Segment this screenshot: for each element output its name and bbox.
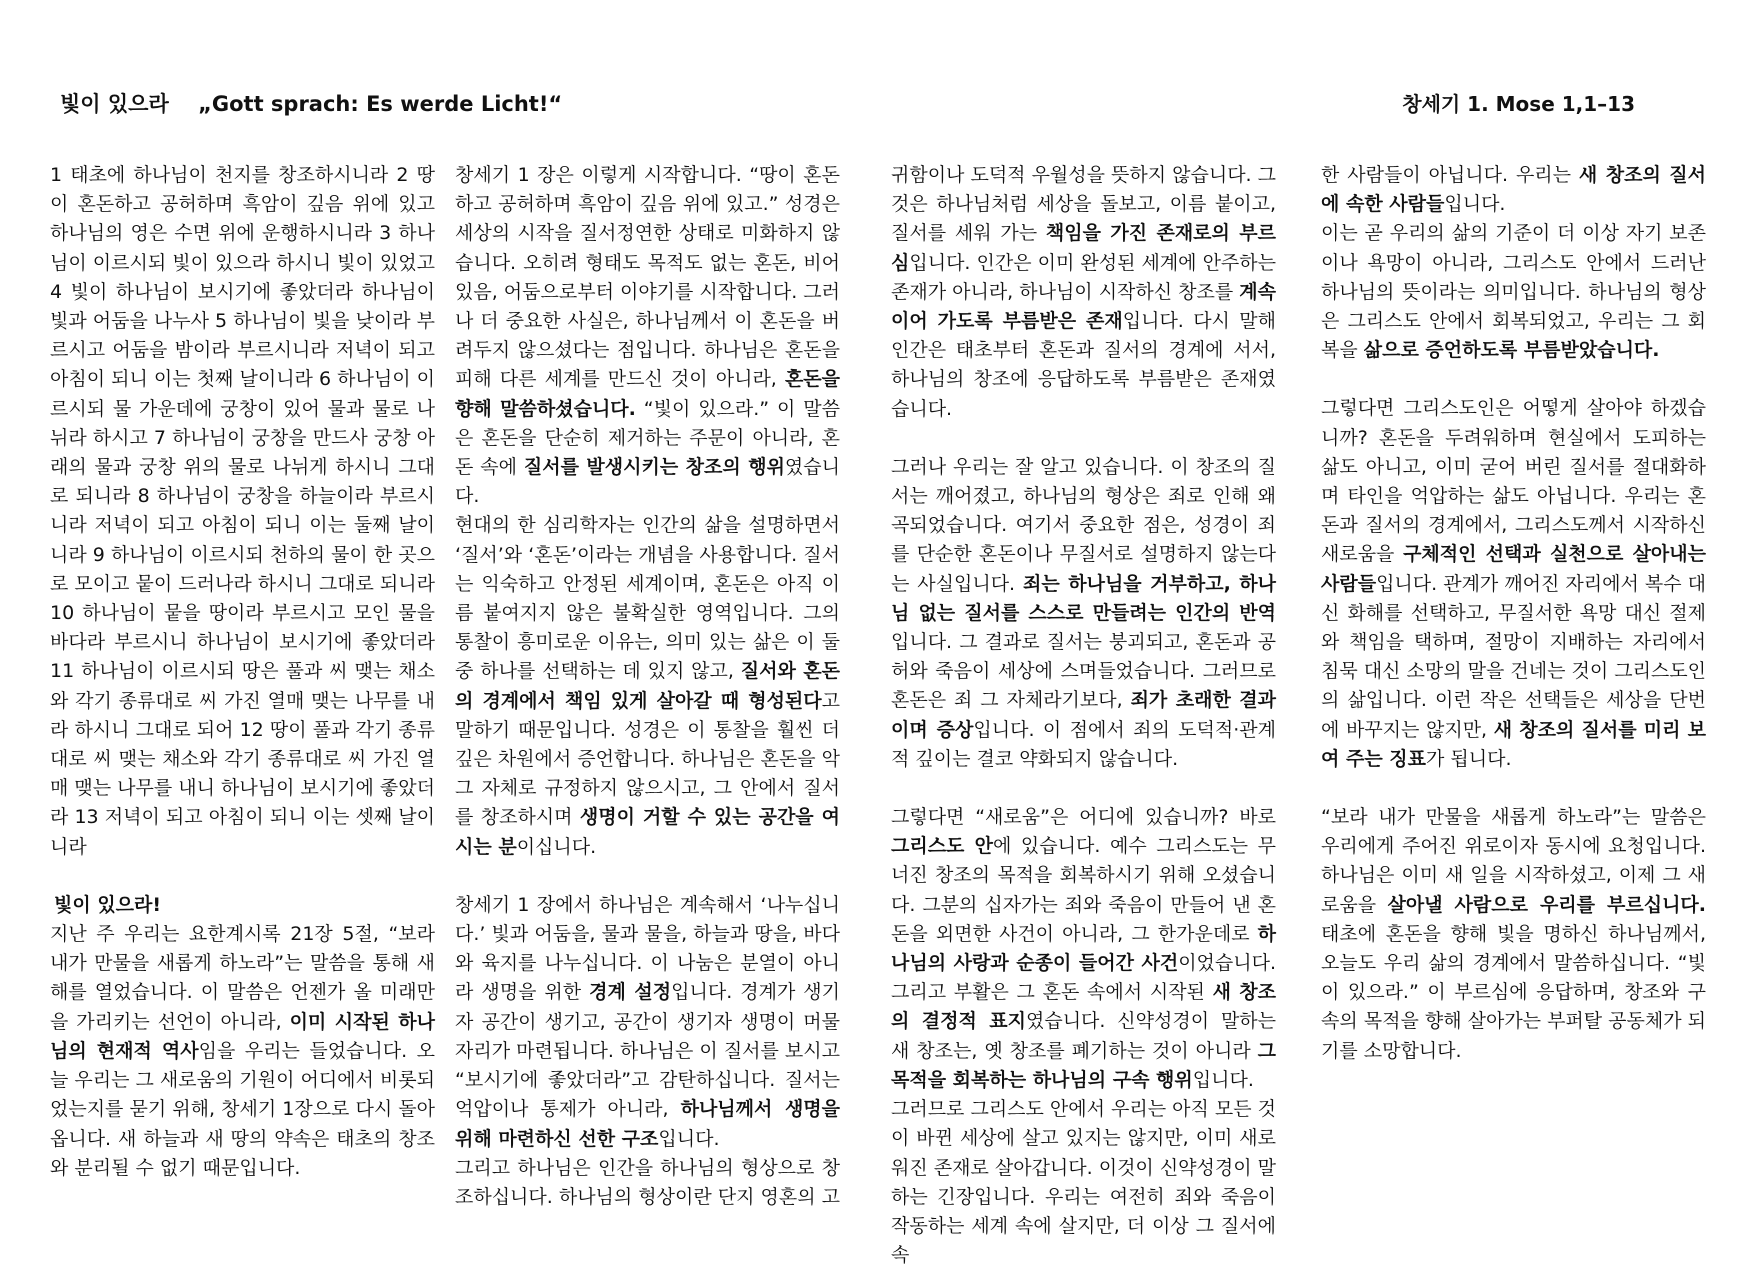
text-run: 입니다. 관계가 깨어진 자리에서 복수 대신 화해를 선택하고, 무질서한 욕망 대신 절제와 책임을 택하며, 절망이 지배하는 자리에서 침묵 대신 소망의 말을 건네는 것이 그리스도인의 삶입니다. 이런 작은 선택들은 세상을 단번에 바꾸지는 않지만, [1321, 572, 1706, 741]
text-run: 1 태초에 하나님이 천지를 창조하시니라 2 땅이 혼돈하고 공허하며 흑암이 깊음 위에 있고 하나님의 영은 수면 위에 운행하시니라 3 하나님이 이르시되 빛이 있으라 하시니 빛이 있었고 4 빛이 하나님이 보시기에 좋았더라 하나님이 빛과 어둠을 나누사 5 하나님이 빛을 낮이라 부르시고 어둠을 밤이라 부르시니라 저녁이 되고 아침이 되니 이는 첫째 날이니라 6 하나님이 이르시되 물 가운데에 궁창이 있어 물과 물로 나뉘라 하시고 7 하나님이 궁창을 만드사 궁창 아래의 물과 궁창 위의 물로 나뉘게 하시니 그대로 되니라 8 하나님이 궁창을 하늘이라 부르시니라 저녁이 되고 아침이 되니 이는 둘째 날이니라 9 하나님이 이르시되 천하의 물이 한 곳으로 모이고 뭍이 드러나라 하시니 그대로 되니라 10 하나님이 뭍을 땅이라 부르시고 모인 물을 바다라 부르시니 하나님이 보시기에 좋았더라 11 하나님이 이르시되 땅은 풀과 씨 맺는 채소와 각기 종류대로 씨 가진 열매 맺는 나무를 내라 하시니 그대로 되어 12 땅이 풀과 각기 종류대로 씨 맺는 채소와 각기 종류대로 씨 가진 열매 맺는 나무를 내니 하나님이 보시기에 좋았더라 13 저녁이 되고 아침이 되니 이는 셋째 날이니라 [50, 164, 435, 858]
paragraph [1321, 219, 1706, 365]
text-run: 이는 곧 우리의 삶의 기준이 더 이상 자기 보존이나 욕망이 아니라, 그리스도 안에서 드러난 하나님의 뜻이라는 의미입니다. 하나님의 형상은 그리스도 안에서 회복되었고, 우리는 그 회복을 [1321, 222, 1706, 362]
text-run: 입니다. [1444, 193, 1506, 216]
section-heading [54, 891, 435, 920]
text-run: 입니다. 경계가 생기자 공간이 생기고, 공간이 생기자 생명이 머물 자리가 마련됩니다. 하나님은 이 질서를 보시고 “보시기에 좋았더라”고 감탄하십니다. 질서는 억압이나 통제가 아니라, [455, 981, 841, 1121]
text-column-4 [1321, 161, 1706, 1066]
text-run: 태초에 혼돈을 향해 빛을 명하신 하나님께서, 오늘도 우리 삶의 경계에서 말씀하십니다. “빛이 있으라.” 이 부르심에 응답하며, 창조와 구속의 목적을 향해 살아가는 부퍼탈 공동체가 되기를 소망합니다. [1321, 922, 1706, 1062]
emphasis-text: 계속 이어 가도록 부름받은 존재 [891, 280, 1276, 333]
paragraph-spacer [1321, 365, 1706, 394]
text-run: 현대의 한 심리학자는 인간의 삶을 설명하면서 ‘질서’와 ‘혼돈’이라는 개념을 사용합니다. 질서는 익숙하고 안정된 세계이며, 혼돈은 아직 이름 붙여지지 않은 불확실한 영역입니다. 그의 통찰이 흥미로운 이유는, 의미 있는 삶은 이 둘 중 하나를 선택하는 데 있지 않고, [455, 514, 840, 683]
text-run: 창세기 1 장은 이렇게 시작합니다. “땅이 혼돈하고 공허하며 흑암이 깊음 위에 있고.” 성경은 세상의 시작을 질서정연한 상태로 미화하지 않습니다. 오히려 형태도 목적도 없는 혼돈, 비어 있음, 어둠으로부터 이야기를 시작합니다. 그러나 더 중요한 사실은, 하나님께서 이 혼돈을 버려두지 않으셨다는 점입니다. 하나님은 혼돈을 피해 다른 세계를 만드신 것이 아니라, [455, 164, 840, 391]
paragraph [455, 511, 840, 861]
emphasis-text: 하나님의 사랑과 순종이 들어간 사건 [891, 922, 1276, 975]
paragraph [1321, 161, 1706, 219]
paragraph [891, 1095, 1276, 1270]
emphasis-text: 혼돈을 향해 말씀하셨습니다. [455, 368, 840, 420]
paragraph [455, 891, 840, 1154]
emphasis-text: 죄가 초래한 결과이며 증상 [891, 689, 1276, 741]
paragraph-spacer [1321, 774, 1706, 803]
text-run: 임을 우리는 들었습니다. 오늘 우리는 그 새로움의 기원이 어디에서 비롯되었는지를 묻기 위해, 창세기 1장으로 다시 돌아옵니다. 새 하늘과 새 땅의 약속은 태초의 창조와 분리될 수 없기 때문입니다. [50, 1039, 435, 1179]
paragraph [1321, 394, 1706, 774]
text-run: 그러나 우리는 잘 알고 있습니다. 이 창조의 질서는 깨어졌고, 하나님의 형상은 죄로 인해 왜곡되었습니다. 여기서 중요한 점은, 성경이 죄를 단순한 혼돈이나 무질서로 설명하지 않는다는 사실입니다. [891, 455, 1276, 595]
text-run: 고 말하기 때문입니다. 성경은 이 통찰을 훨씬 더 깊은 차원에서 증언합니다. 하나님은 혼돈을 악 그 자체로 규정하지 않으시고, 그 안에서 질서를 창조하시며 [455, 689, 840, 829]
title-german: „Gott sprach: Es werde Licht!“ [198, 92, 563, 116]
emphasis-text: 경계 설정 [589, 981, 672, 1004]
paragraph-spacer [455, 862, 840, 891]
text-run: 그리고 하나님은 인간을 하나님의 형상으로 창조하십니다. 하나님의 형상이란 단지 영혼의 고 [455, 1156, 840, 1208]
text-run: 이었습니다. 그리고 부활은 그 혼돈 속에서 시작된 [891, 952, 1276, 1004]
text-run: 귀함이나 도덕적 우월성을 뜻하지 않습니다. 그것은 하나님처럼 세상을 돌보고, 이름 붙이고, 질서를 세워 가는 [891, 164, 1276, 245]
emphasis-text: 그 목적을 회복하는 하나님의 구속 행위 [891, 1039, 1276, 1091]
paragraph [891, 453, 1276, 774]
text-column-2 [455, 161, 840, 1212]
paragraph [1321, 803, 1706, 1066]
text-column-3 [891, 161, 1276, 1270]
text-run: 에 있습니다. 예수 그리스도는 무너진 창조의 목적을 회복하시기 위해 오셨습니다. 그분의 십자가는 죄와 죽음이 만들어 낸 혼돈을 외면한 사건이 아니라, 그 한가운데로 [891, 835, 1276, 945]
text-run: 입니다. [1192, 1068, 1254, 1091]
emphasis-text: 살아낼 사람으로 우리를 부르십니다. [1387, 893, 1706, 916]
emphasis-text: 생명이 거할 수 있는 공간을 여시는 분 [455, 806, 840, 858]
text-run: 입니다. [658, 1127, 720, 1150]
paragraph-spacer [50, 862, 435, 891]
text-run: 입니다. 인간은 이미 완성된 세계에 안주하는 존재가 아니라, 하나님이 시작하신 창조를 [891, 251, 1276, 303]
paragraph-spacer [891, 424, 1276, 453]
text-column-1 [50, 161, 435, 1183]
text-run: 한 사람들이 아닙니다. 우리는 [1321, 164, 1579, 186]
text-run: 이십니다. [516, 835, 597, 858]
paragraph-spacer [891, 774, 1276, 803]
emphasis-text: 하나님께서 생명을 위해 마련하신 선한 구조 [455, 1098, 841, 1150]
paragraph [891, 803, 1276, 1095]
emphasis-text: 질서를 발생시키는 창조의 행위 [523, 456, 785, 479]
title-korean: 빛이 있으라 [60, 92, 169, 116]
paragraph [455, 161, 840, 511]
text-run: 창세기 1 장에서 하나님은 계속해서 ‘나누십니다.’ 빛과 어둠을, 물과 물을, 하늘과 땅을, 바다와 육지를 나누십니다. 이 나눔은 분열이 아니라 생명을 위한 [455, 893, 840, 1004]
emphasis-text: 구체적인 선택과 실천으로 살아내는 사람들 [1321, 543, 1706, 595]
text-run: 그렇다면 “새로움”은 어디에 있습니까? 바로 [891, 806, 1276, 829]
text-run: 입니다. 이 점에서 죄의 도덕적·관계적 깊이는 결코 약화되지 않습니다. [891, 718, 1276, 770]
emphasis-text: 삶으로 증언하도록 부름받았습니다. [1363, 339, 1660, 362]
text-run: 지난 주 우리는 요한계시록 21장 5절, “보라 내가 만물을 새롭게 하노라”는 말씀을 통해 새해를 열었습니다. 이 말씀은 언젠가 올 미래만을 가리키는 선언이 아니라, [50, 923, 435, 1033]
text-run: 였습니다. 신약성경이 말하는 새 창조는, 옛 창조를 폐기하는 것이 아니라 [891, 1010, 1277, 1062]
sermon-title [60, 88, 562, 118]
emphasis-text: 책임을 가진 존재로의 부르심 [891, 222, 1276, 274]
scripture-reference: 창세기 1. Mose 1,1–13 [1402, 92, 1635, 116]
text-run: 입니다. 그 결과로 질서는 붕괴되고, 혼돈과 공허와 죽음이 세상에 스며들었습니다. 그러므로 혼돈은 죄 그 자체라기보다, [891, 631, 1276, 712]
text-run: 였습니다. [455, 456, 840, 508]
emphasis-text: 죄는 하나님을 거부하고, 하나님 없는 질서를 스스로 만들려는 인간의 반역 [891, 572, 1277, 624]
paragraph [891, 161, 1276, 424]
text-run: 입니다. 다시 말해 인간은 태초부터 혼돈과 질서의 경계에 서서, 하나님의 창조에 응답하도록 부름받은 존재였습니다. [891, 310, 1276, 420]
emphasis-text: 새 창조의 질서를 미리 보여 주는 징표 [1321, 718, 1707, 770]
emphasis-text: 새 창조의 질서에 속한 사람들 [1321, 164, 1706, 216]
paragraph [50, 161, 435, 862]
page-header [60, 88, 1695, 118]
emphasis-text: 이미 시작된 하나님의 현재적 역사 [50, 1010, 435, 1062]
text-run: 그러므로 그리스도 안에서 우리는 아직 모든 것이 바뀐 세상에 살고 있지는 않지만, 이미 새로워진 존재로 살아갑니다. 이것이 신약성경이 말하는 긴장입니다. 우리는 여전히 죄와 죽음이 작동하는 세계 속에 살지만, 더 이상 그 질서에 속 [891, 1098, 1276, 1267]
text-run: 가 됩니다. [1426, 747, 1512, 770]
emphasis-text: 질서와 혼돈의 경계에서 책임 있게 살아갈 때 형성된다 [455, 660, 840, 712]
emphasis-text: 그리스도 안 [891, 835, 993, 858]
emphasis-text: 새 창조의 결정적 표지 [891, 981, 1276, 1033]
paragraph [50, 920, 435, 1183]
text-run: “빛이 있으라.” 이 말씀은 혼돈을 단순히 제거하는 주문이 아니라, 혼돈 속에 [455, 397, 840, 479]
text-run: 빛이 있으라! [54, 893, 162, 916]
text-run: “보라 내가 만물을 새롭게 하노라”는 말씀은 우리에게 주어진 위로이자 동시에 요청입니다. 하나님은 이미 새 일을 시작하셨고, 이제 그 새로움을 [1321, 806, 1706, 916]
paragraph [455, 1154, 840, 1212]
text-run: 그렇다면 그리스도인은 어떻게 살아야 하겠습니까? 혼돈을 두려워하며 현실에서 도피하는 삶도 아니고, 이미 굳어 버린 질서를 절대화하며 타인을 억압하는 삶도 아닙니다. 우리는 혼돈과 질서의 경계에서, 그리스도께서 시작하신 새로움을 [1321, 397, 1706, 566]
